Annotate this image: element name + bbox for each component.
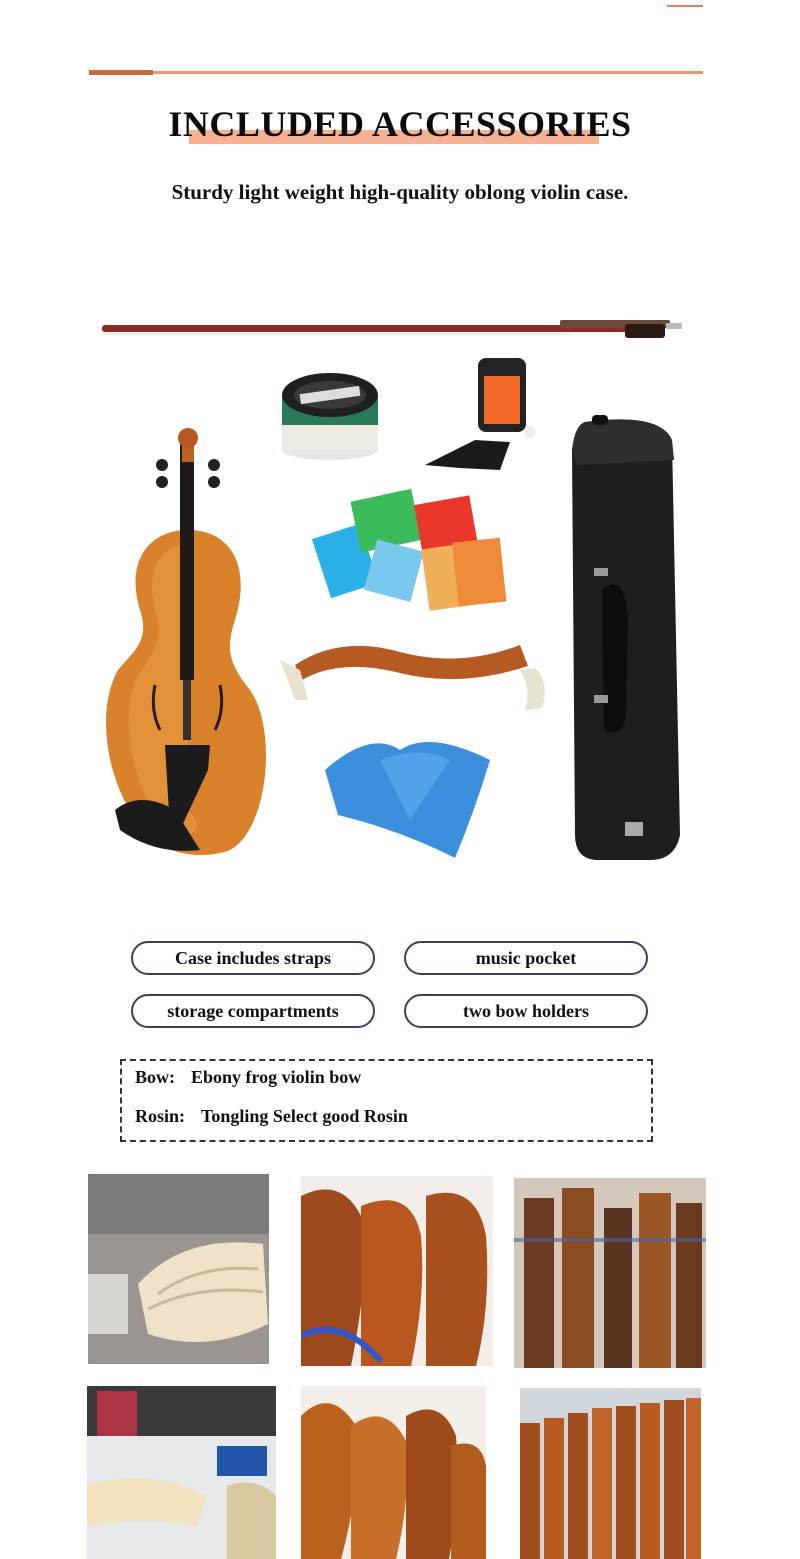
strings-image [312,489,506,611]
feature-badge-music-pocket: music pocket [404,941,648,975]
subtitle: Sturdy light weight high-quality oblong violin case. [171,180,629,204]
accessories-photo [80,290,720,890]
feature-badge-storage: storage compartments [131,994,375,1028]
feature-badge-straps: Case includes straps [131,941,375,975]
workshop-photo-6 [520,1388,701,1559]
workshop-photo-4 [87,1386,276,1559]
shoulder-rest-image [280,645,545,710]
workshop-photo-5 [301,1386,486,1559]
spec-value: Ebony frog violin bow [191,1067,362,1087]
workshop-photo-1 [88,1174,269,1364]
divider-accent [89,70,153,75]
feature-badge-bow-holders: two bow holders [404,994,648,1028]
spec-label: Bow: [135,1067,175,1087]
spec-label: Rosin: [135,1106,186,1126]
section-divider [89,71,703,74]
top-accent-tick [667,5,703,7]
tuner-image [425,358,536,470]
bow-image [102,320,682,338]
workshop-photo-2 [301,1176,493,1366]
cloth-image [325,742,490,858]
page-title: INCLUDED ACCESSORIES [168,104,632,144]
spec-row-bow [135,1067,361,1088]
violin-image [106,428,266,855]
spec-row-rosin [135,1106,408,1127]
spec-value: Tongling Select good Rosin [201,1106,408,1126]
violin-case-image [572,415,680,860]
workshop-photo-3 [514,1178,706,1368]
rosin-image [282,373,378,460]
title-wrap [0,102,800,146]
spec-box [120,1059,653,1142]
